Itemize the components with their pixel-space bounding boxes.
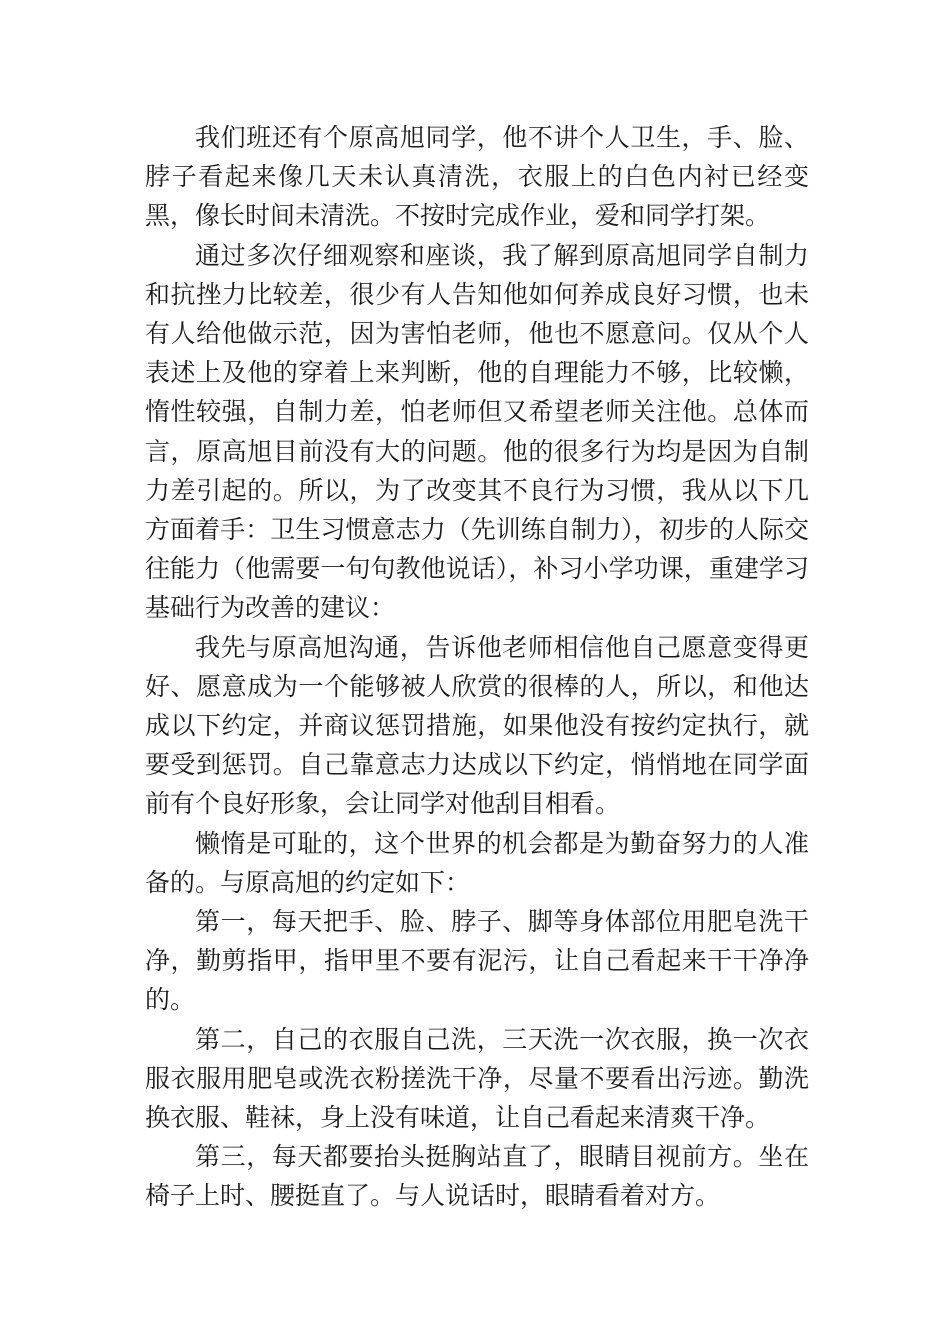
paragraph-2: 通过多次仔细观察和座谈，我了解到原高旭同学自制力和抗挫力比较差，很少有人告知他如何养成良好习惯，也未有人给他做示范，因为害怕老师，他也不愿意问。仅从个人表述上及他的穿着上来判断，他的自理能力不够，比较懒，惰性较强，自制力差，怕老师但又希望老师关注他。总体而言，原高旭目前没有大的问题。他的很多行为均是因为自制力差引起的。所以，为了改变其不良行为习惯，我从以下几方面着手：卫生习惯意志力（先训练自制力），初步的人际交往能力（他需要一句句教他说话），补习小学功课，重建学习基础行为改善的建议： — [145, 240, 809, 623]
document-body — [145, 118, 809, 1216]
paragraph-5: 第一，每天把手、脸、脖子、脚等身体部位用肥皂洗干净，勤剪指甲，指甲里不要有泥污，让自己看起来干干净净的。 — [145, 907, 809, 1015]
paragraph-7: 第三，每天都要抬头挺胸站直了，眼睛目视前方。坐在椅子上时、腰挺直了。与人说话时，眼睛看着对方。 — [145, 1142, 809, 1211]
paragraph-4: 懒惰是可耻的，这个世界的机会都是为勤奋努力的人准备的。与原高旭的约定如下： — [145, 828, 809, 897]
paragraph-1: 我们班还有个原高旭同学，他不讲个人卫生，手、脸、脖子看起来像几天未认真清洗，衣服上的白色内衬已经变黑，像长时间未清洗。不按时完成作业，爱和同学打架。 — [145, 123, 809, 231]
paragraph-3: 我先与原高旭沟通，告诉他老师相信他自己愿意变得更好、愿意成为一个能够被人欣赏的很棒的人，所以，和他达成以下约定，并商议惩罚措施，如果他没有按约定执行，就要受到惩罚。自己靠意志力达成以下约定，悄悄地在同学面前有个良好形象，会让同学对他刮目相看。 — [145, 632, 809, 819]
paragraph-6: 第二，自己的衣服自己洗，三天洗一次衣服，换一次衣服衣服用肥皂或洗衣粉搓洗干净，尽量不要看出污迹。勤洗换衣服、鞋袜，身上没有味道，让自己看起来清爽干净。 — [145, 1024, 809, 1133]
